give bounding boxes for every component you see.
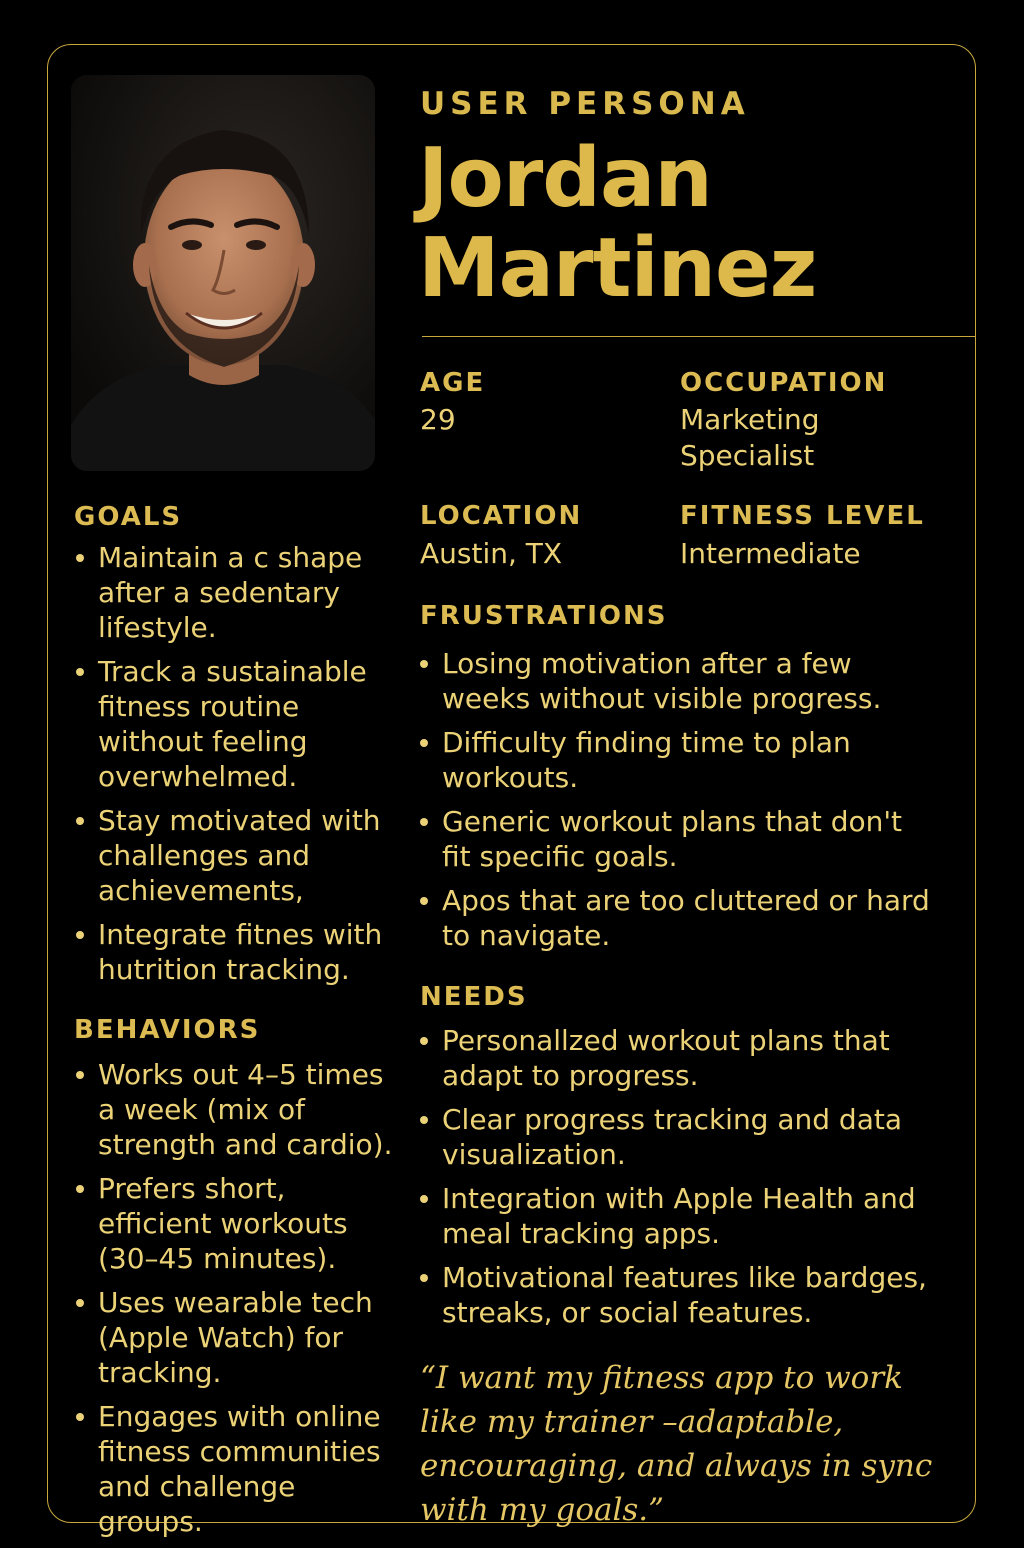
list-item: Uses wearable tech (Apple Watch) for tracking. — [74, 1285, 406, 1390]
list-item: Stay motivated with challenges and achievements, — [74, 803, 394, 908]
age-label: AGE — [420, 368, 486, 398]
list-item: Integration with Apple Health and meal tracking apps. — [418, 1181, 958, 1251]
location-label: LOCATION — [420, 501, 583, 531]
list-item: Track a sustainable fitness routine without feeling overwhelmed. — [74, 654, 394, 794]
age-value: 29 — [420, 403, 456, 436]
goals-title: GOALS — [74, 502, 183, 532]
needs-list — [418, 1023, 958, 1339]
list-item: Works out 4–5 times a week (mix of strength and cardio). — [74, 1057, 406, 1162]
persona-quote: “I want my fitness app to work like my trainer –adaptable, encouraging, and always in sync with my goals.” — [420, 1360, 933, 1528]
portrait-illustration — [71, 75, 375, 471]
persona-eyebrow: USER PERSONA — [420, 86, 750, 122]
frustrations-list — [418, 646, 938, 962]
behaviors-list — [74, 1057, 406, 1548]
fitness-level-label: FITNESS LEVEL — [680, 501, 925, 531]
occupation-value: Marketing Specialist — [680, 403, 820, 472]
list-item: Integrate fitnes with hutrition tracking. — [74, 917, 394, 987]
list-item: Personallzed workout plans that adapt to progress. — [418, 1023, 958, 1093]
persona-photo — [71, 75, 375, 471]
goals-list — [74, 540, 394, 996]
frustrations-title: FRUSTRATIONS — [420, 601, 668, 631]
list-item: Clear progress tracking and data visualization. — [418, 1102, 958, 1172]
list-item: Prefers short, efficient workouts (30–45 minutes). — [74, 1171, 406, 1276]
fitness-level-value: Intermediate — [680, 537, 861, 570]
list-item: Difficulty finding time to plan workouts. — [418, 725, 938, 795]
list-item: Motivational features like bardges, streaks, or social features. — [418, 1260, 958, 1330]
list-item: Generic workout plans that don't fit specific goals. — [418, 804, 938, 874]
occupation-label: OCCUPATION — [680, 368, 888, 398]
header-divider — [422, 336, 976, 337]
list-item: Maintain a c shape after a sedentary lifestyle. — [74, 540, 394, 645]
behaviors-title: BEHAVIORS — [74, 1015, 261, 1045]
list-item: Losing motivation after a few weeks without visible progress. — [418, 646, 938, 716]
list-item: Engages with online fitness communities and challenge groups. — [74, 1399, 406, 1539]
list-item: Apos that are too cluttered or hard to navigate. — [418, 883, 938, 953]
persona-name: Jordan Martinez — [418, 131, 817, 316]
location-value: Austin, TX — [420, 537, 563, 570]
needs-title: NEEDS — [420, 982, 528, 1012]
